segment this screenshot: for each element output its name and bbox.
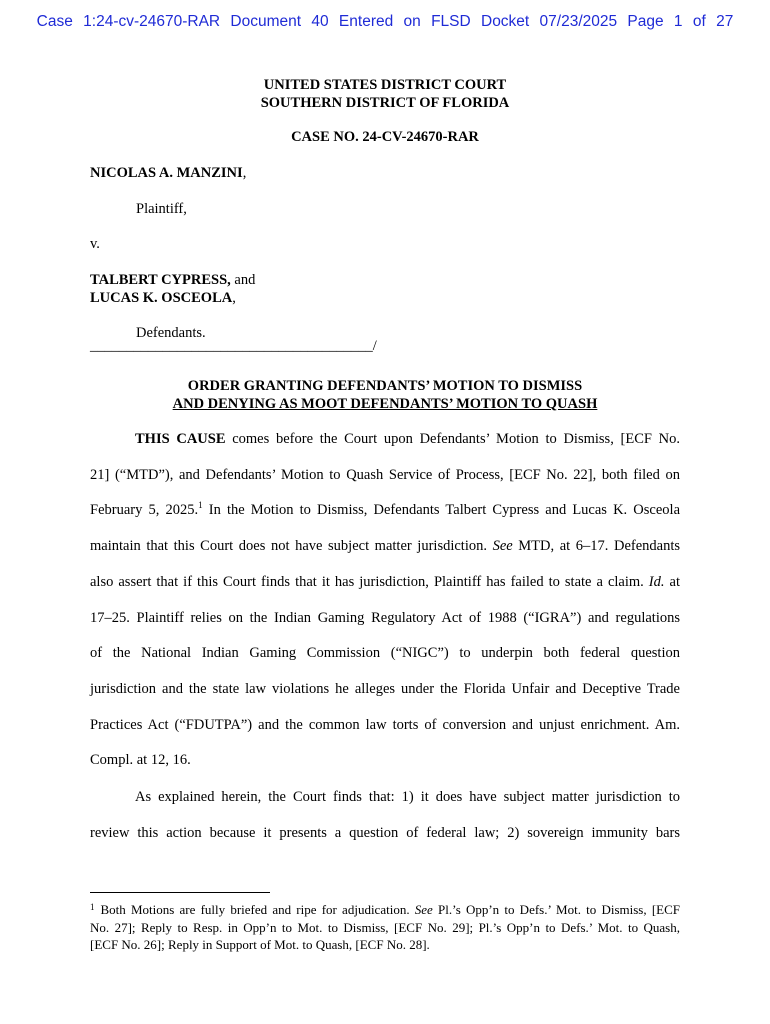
court-name: UNITED STATES DISTRICT COURT	[263, 77, 507, 93]
p1-line-1: THIS CAUSE comes before the Court upon Defendants’ Motion to Dismiss, [ECF No.	[135, 431, 680, 447]
defendant1-suffix: and	[230, 272, 256, 288]
p1-line-7: of the National Indian Gaming Commission (“NIGC”) to underpin both federal question	[90, 645, 680, 662]
p1-line-10: Compl. at 12, 16.	[90, 752, 191, 769]
plaintiff-name-line	[90, 165, 246, 182]
caption-sign-line: _______________________________________/	[90, 338, 377, 354]
paragraph-2	[90, 780, 680, 851]
this-cause-lead: THIS CAUSE	[135, 431, 226, 447]
case-number: CASE NO. 24-CV-24670-RAR	[291, 129, 479, 145]
p1-line-2: 21] (“MTD”), and Defendants’ Motion to Quash Service of Process, [ECF No. 22], both filed on	[90, 466, 680, 483]
defendant2-suffix: ,	[232, 290, 236, 306]
footnote-1	[90, 899, 680, 954]
footnote-line-2: No. 27]; Reply to Resp. in Opp’n to Mot. to Dismiss, [ECF No. 29]; Pl.’s Opp’n to Defs.’ Mot. to Quash,	[90, 919, 680, 935]
defendant1-name: TALBERT CYPRESS,	[90, 272, 231, 288]
defendant2-name: LUCAS K. OSCEOLA	[90, 290, 233, 306]
plaintiff-name: NICOLAS A. MANZINI	[90, 165, 243, 181]
footnote-ref[interactable]: 1	[198, 500, 203, 511]
order-title-line1: ORDER GRANTING DEFENDANTS’ MOTION TO DISMISS	[187, 378, 583, 394]
footnote-number: 1	[90, 902, 95, 912]
plaintiff-suffix: ,	[242, 165, 247, 181]
p2-line-1: As explained herein, the Court finds that: 1) it does have subject matter jurisdiction to	[135, 789, 680, 805]
p2-line-2: review this action because it presents a question of federal law; 2) sovereign immunity bars	[90, 824, 680, 841]
paragraph-1	[90, 422, 680, 779]
footnote-line-1: $^1$ Both Motions are fully briefed and ripe for adjudication. See Pl.’s Opp’n to Defs.’ Mot. to Dismiss, [ECF	[90, 902, 680, 917]
footnote-line-3: [ECF No. 26]; Reply in Support of Mot. to Quash, [ECF No. 28].	[90, 937, 430, 952]
plaintiff-label: Plaintiff,	[136, 201, 187, 217]
court-heading	[0, 76, 770, 112]
defendant2-line	[90, 290, 236, 307]
p1-line-9: Practices Act (“FDUTPA”) and the common law torts of conversion and unjust enrichment. Am.	[90, 716, 680, 733]
defendant1-line	[90, 272, 255, 289]
p1-line-8: jurisdiction and the state law violations he alleges under the Florida Unfair and Deceptive Trade	[90, 680, 680, 697]
versus: v.	[90, 236, 100, 252]
see-signal: See	[492, 538, 513, 555]
footnote-divider	[90, 892, 270, 893]
docket-stamp: Case 1:24-cv-24670-RAR Document 40 Entered on FLSD Docket 07/23/2025 Page 1 of 27	[36, 13, 734, 30]
order-title	[0, 377, 770, 413]
court-district: SOUTHERN DISTRICT OF FLORIDA	[260, 95, 510, 111]
p1-line-3: February 5, 2025.$^1$ In the Motion to Dismiss, Defendants Talbert Cypress and Lucas K. Osceola	[90, 500, 681, 519]
p1-line-5: also assert that if this Court finds that it has jurisdiction, Plaintiff has failed to state a claim. Id. at	[90, 573, 680, 590]
defendants-label: Defendants.	[136, 325, 206, 341]
p1-line-4: maintain that this Court does not have subject matter jurisdiction. See MTD, at 6–17. Defendants	[90, 538, 681, 555]
id-signal: Id.	[648, 573, 665, 590]
order-title-line2: AND DENYING AS MOOT DEFENDANTS’ MOTION TO QUASH	[172, 396, 598, 412]
p1-line-6: 17–25. Plaintiff relies on the Indian Gaming Regulatory Act of 1988 (“IGRA”) and regulations	[90, 609, 680, 626]
